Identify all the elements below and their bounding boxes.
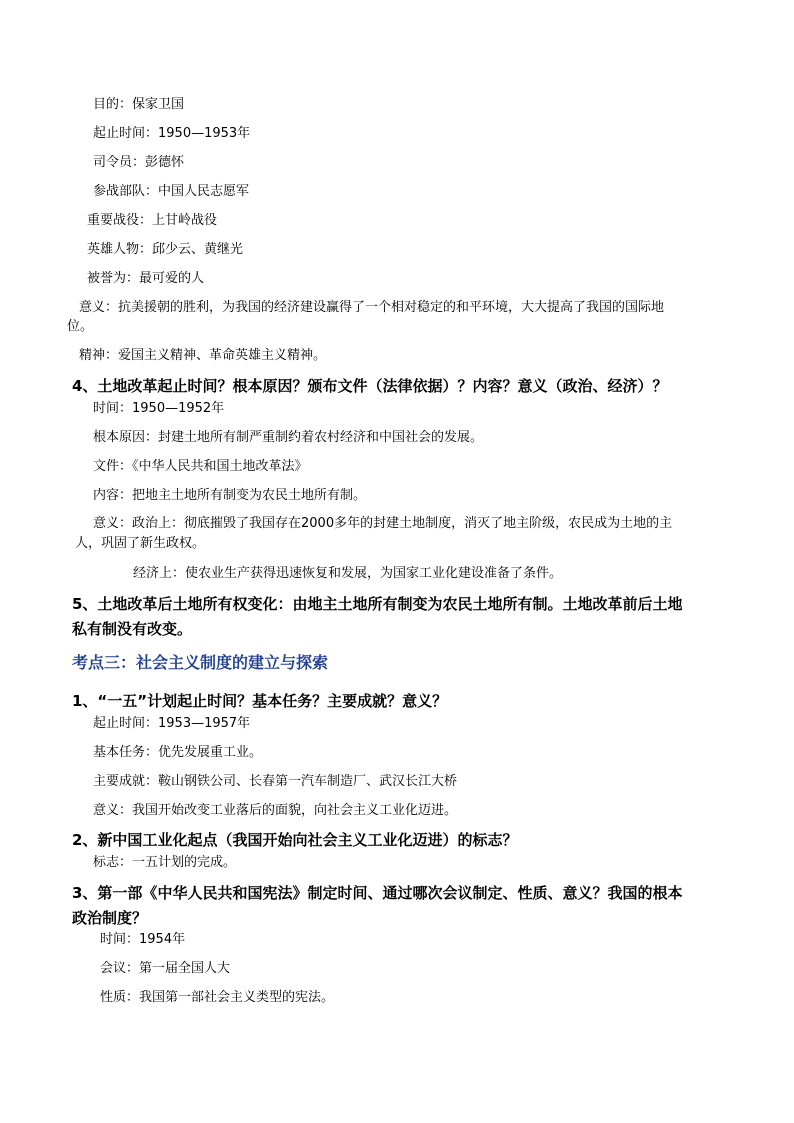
s3q1-period-line: 起止时间：1953—1957年 [93,716,251,731]
s3-question-3-line2: 政治制度？ [72,909,148,927]
s3q3-meeting-line: 会议：第一届全国人大 [100,961,231,976]
s3q3-nature-line: 性质：我国第一部社会主义类型的宪法。 [100,990,335,1005]
war-battle-line: 重要战役：上甘岭战役 [87,213,218,228]
q4-political-cont: 人，巩固了新生政权。 [75,536,206,551]
war-purpose-line: 目的：保家卫国 [93,97,185,112]
s3q1-task-line: 基本任务：优先发展重工业。 [93,745,263,760]
war-troops-line: 参战部队：中国人民志愿军 [93,184,250,199]
question-5-line2: 私有制没有改变。 [72,620,193,638]
q4-content-line: 内容：把地主土地所有制变为农民土地所有制。 [93,488,367,503]
war-significance-cont: 位。 [67,319,94,334]
s3q2-mark-line: 标志：一五计划的完成。 [93,855,237,870]
war-heroes-line: 英雄人物：邱少云、黄继光 [87,242,244,257]
s3-question-3-line1: 3、第一部《中华人民共和国宪法》制定时间、通过哪次会议制定、性质、意义？我国的根本 [72,884,683,902]
q4-political-line: 意义：政治上：彻底摧毁了我国存在2000多年的封建土地制度，消灭了地主阶级，农民成为土地的主 [93,516,673,531]
s3-question-2-title: 2、新中国工业化起点（我国开始向社会主义工业化迈进）的标志？ [72,831,518,849]
s3q3-time-line: 时间：1954年 [100,932,186,947]
war-period-line: 起止时间：1950—1953年 [93,126,251,141]
war-significance-line: 意义：抗美援朝的胜利，为我国的经济建设赢得了一个相对稳定的和平环境，大大提高了我国的国际地 [79,300,665,315]
war-spirit-line: 精神：爱国主义精神、革命英雄主义精神。 [79,348,327,363]
q4-time-line: 时间：1950—1952年 [93,401,225,416]
war-commander-line: 司令员：彭德怀 [93,155,185,170]
q4-cause-line: 根本原因：封建土地所有制严重制约着农村经济和中国社会的发展。 [93,430,484,445]
question-4-title: 4、土地改革起止时间？根本原因？颁布文件（法律依据）？内容？意义（政治、经济）？ [72,377,668,395]
q4-economic-line: 经济上：使农业生产获得迅速恢复和发展，为国家工业化建设准备了条件。 [133,566,563,581]
q4-document-line: 文件：《中华人民共和国土地改革法》 [93,459,308,474]
question-5-line1: 5、土地改革后土地所有权变化：由地主土地所有制变为农民土地所有制。土地改革前后土地 [72,595,683,613]
s3q1-significance-line: 意义：我国开始改变工业落后的面貌，向社会主义工业化迈进。 [93,803,458,818]
war-honor-line: 被誉为：最可爱的人 [87,271,205,286]
s3q1-achievement-line: 主要成就：鞍山钢铁公司、长春第一汽车制造厂、武汉长江大桥 [93,774,458,789]
section-3-heading: 考点三：社会主义制度的建立与探索 [72,653,329,672]
s3-question-1-title: 1、“一五”计划起止时间？基本任务？主要成就？意义？ [72,692,448,710]
